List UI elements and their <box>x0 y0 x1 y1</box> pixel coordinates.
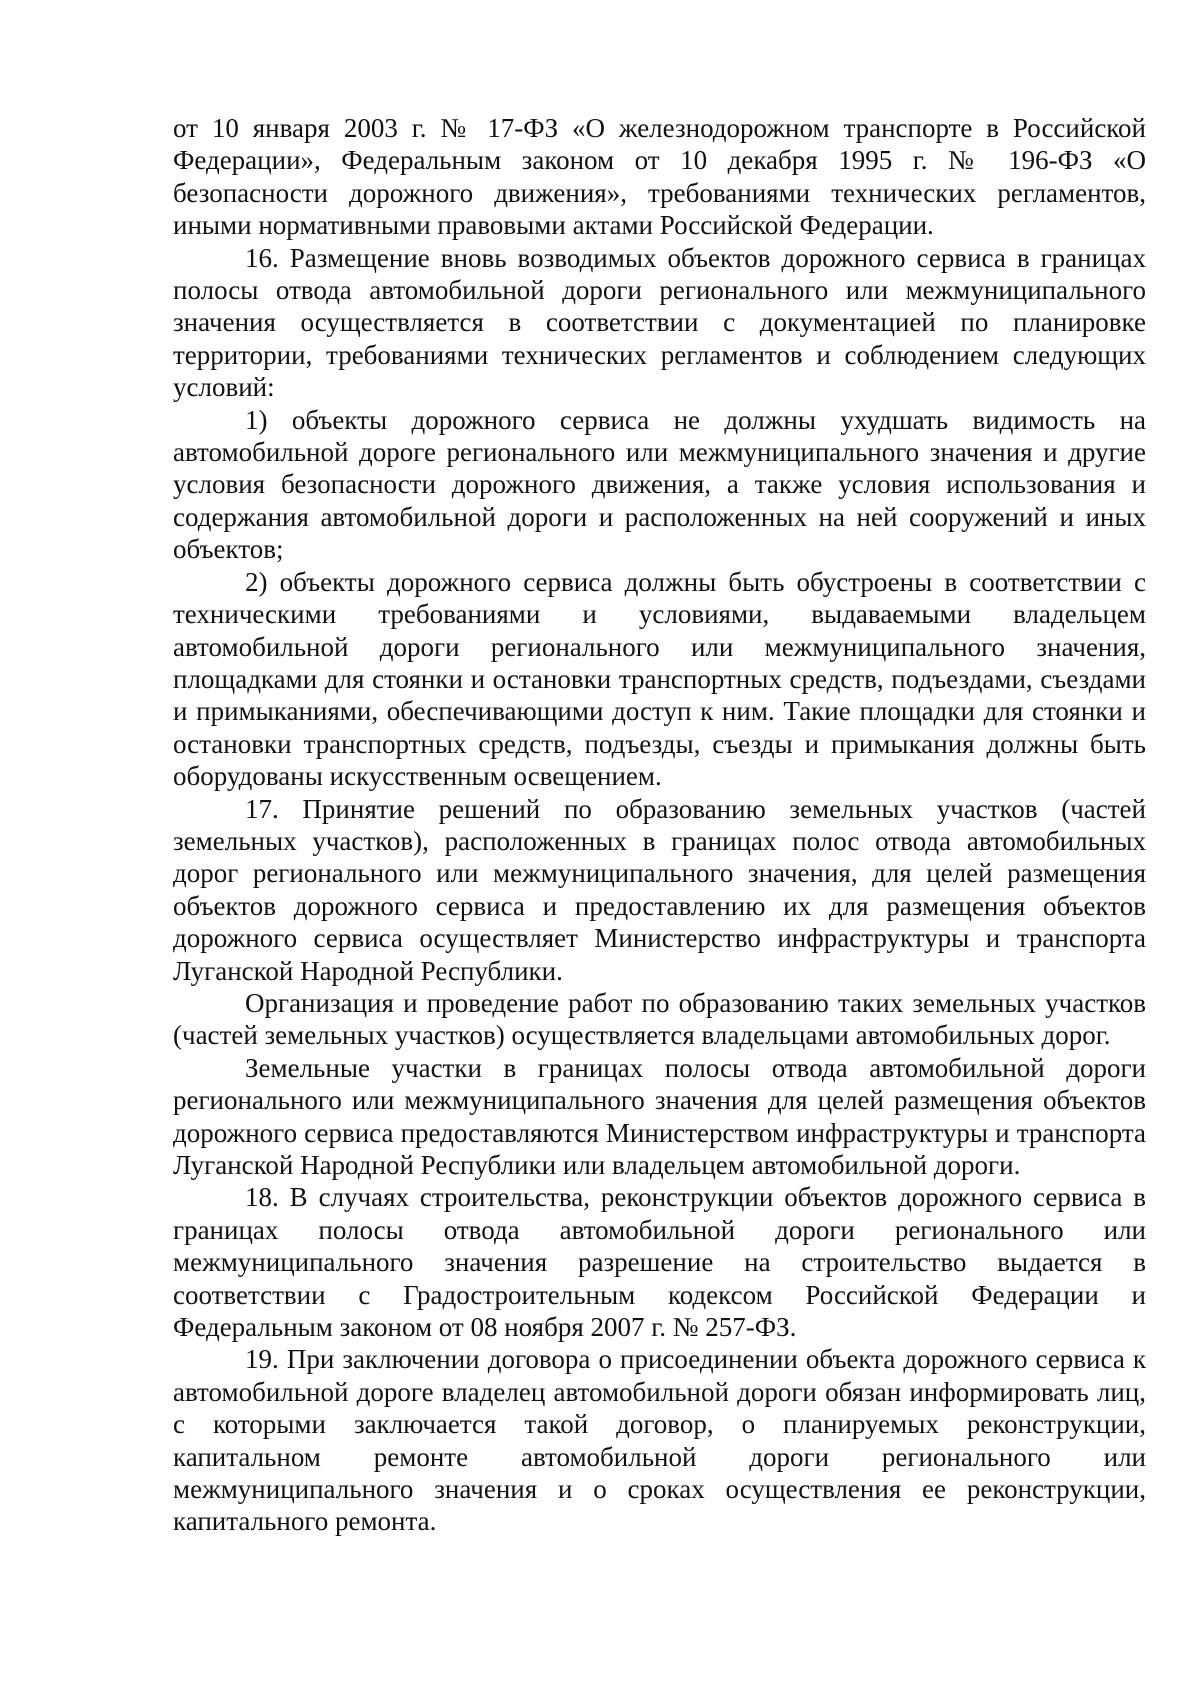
paragraph-item-16: 16. Размещение вновь возводимых объектов дорожного сервиса в границах полосы отвода автомобильной дороги регионального или межмуниципального значения осуществляется в соответствии с документацией по планировке территории, требованиями технических регламентов и соблюдением следующих условий: <box>173 242 1146 403</box>
paragraph-subitem-1: 1) объекты дорожного сервиса не должны ухудшать видимость на автомобильной дороге регионального или межмуниципального значения и другие условия безопасности дорожного движения, а также условия использования и содержания автомобильной дороги и расположенных на ней сооружений и иных объектов; <box>173 404 1146 565</box>
paragraph-land-plots: Земельные участки в границах полосы отвода автомобильной дороги регионального или межмуниципального значения для целей размещения объектов дорожного сервиса предоставляются Министерством инфраструктуры и транспорта Луганской Народной Республики или владельцем автомобильной дороги. <box>173 1052 1146 1180</box>
paragraph-continuation: от 10 января 2003 г. № 17-ФЗ «О железнодорожном транспорте в Российской Федерации», Федеральным законом от 10 декабря 1995 г. № 196-ФЗ «О безопасности дорожного движения», требованиями технических регламентов, иными нормативными правовыми актами Российской Федерации. <box>173 113 1146 241</box>
document-body <box>173 112 1146 1538</box>
paragraph-land-works: Организация и проведение работ по образованию таких земельных участков (частей земельных участков) осуществляется владельцами автомобильных дорог. <box>173 987 1146 1051</box>
paragraph-subitem-2: 2) объекты дорожного сервиса должны быть обустроены в соответствии с техническими требованиями и условиями, выдаваемыми владельцем автомобильной дороги регионального или межмуниципального значения, площадками для стоянки и остановки транспортных средств, подъездами, съездами и примыканиями, обеспечивающими доступ к ним. Такие площадки для стоянки и остановки транспортных средств, подъезды, съезды и примыкания должны быть оборудованы искусственным освещением. <box>173 566 1146 792</box>
paragraph-item-18: 18. В случаях строительства, реконструкции объектов дорожного сервиса в границах полосы отвода автомобильной дороги регионального или межмуниципального значения разрешение на строительство выдается в соответствии с Градостроительным кодексом Российской Федерации и Федеральным законом от 08 ноября 2007 г. № 257-ФЗ. <box>173 1182 1146 1343</box>
paragraph-item-17: 17. Принятие решений по образованию земельных участков (частей земельных участков), расположенных в границах полос отвода автомобильных дорог регионального или межмуниципального значения, для целей размещения объектов дорожного сервиса и предоставлению их для размещения объектов дорожного сервиса осуществляет Министерство инфраструктуры и транспорта Луганской Народной Республики. <box>173 793 1146 986</box>
paragraph-item-19: 19. При заключении договора о присоединении объекта дорожного сервиса к автомобильной дороге владелец автомобильной дороги обязан информировать лиц, с которыми заключается такой договор, о планируемых реконструкции, капитальном ремонте автомобильной дороги регионального или межмуниципального значения и о сроках осуществления ее реконструкции, капитального ремонта. <box>173 1344 1146 1537</box>
